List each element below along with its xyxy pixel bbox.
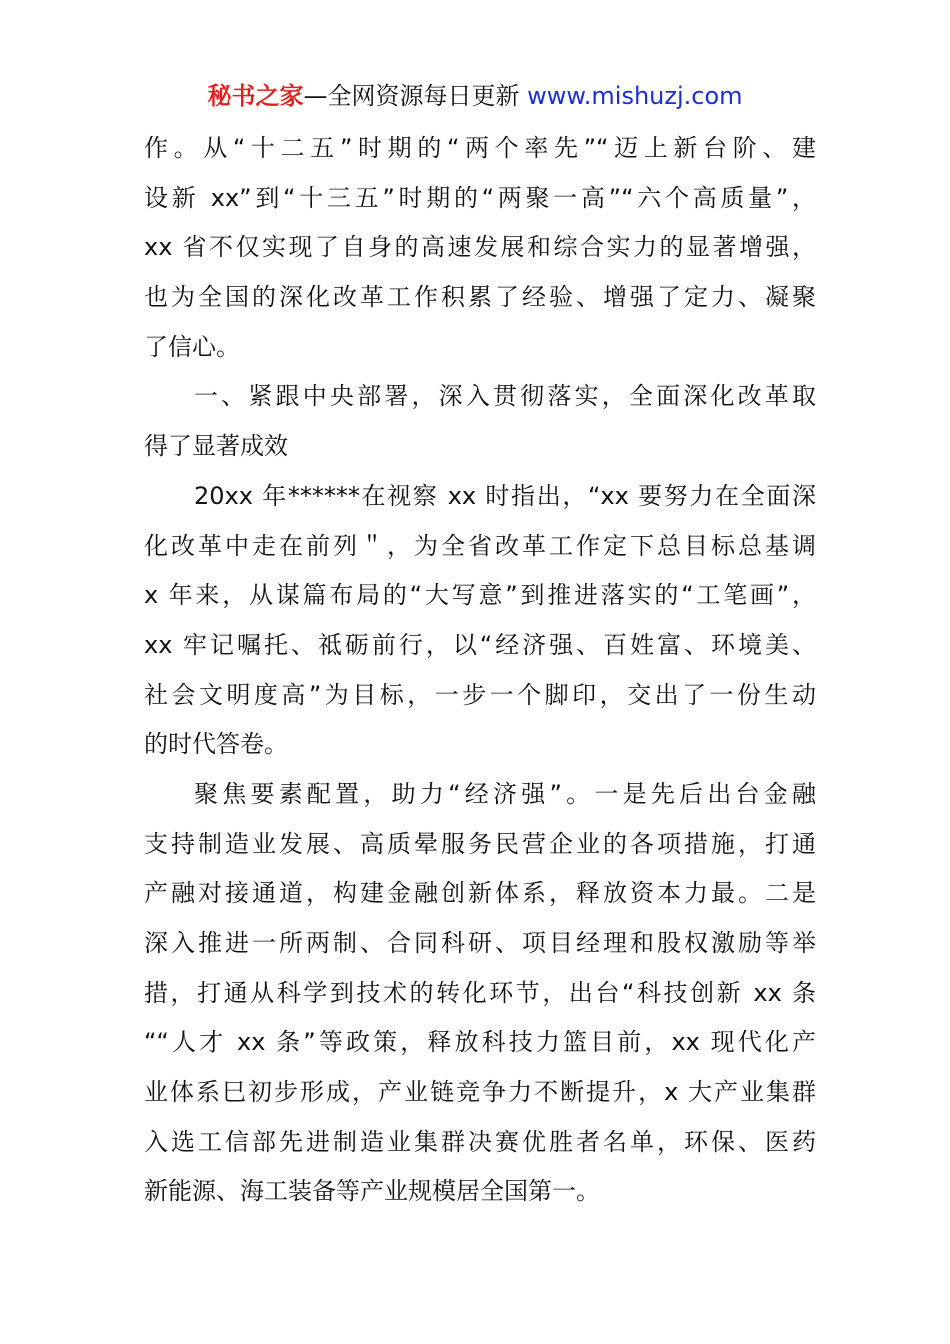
text-line: 入选工信部先进制造业集群决赛优胜者名单，环保、医药	[144, 1127, 816, 1156]
text-line: 业体系巳初步形成，产业链竞争力不断提升，x 大产业集群	[144, 1078, 816, 1107]
text-line: 的时代答卷。	[144, 730, 288, 759]
text-line: 新能源、海工装备等产业规模居全国第一。	[144, 1177, 600, 1206]
text-line: xx 牢记嘱托、祗砺前行，以“经济强、百姓富、环境美、	[144, 630, 816, 659]
header-tagline: —全网资源每日更新	[303, 82, 528, 110]
section-heading-line: 一、紧跟中央部署，深入贯彻落实，全面深化改革取	[194, 382, 816, 411]
text-line: 支持制造业发展、高质晕服务民营企业的各项措施，打通	[144, 829, 816, 858]
site-header	[0, 78, 950, 114]
brand-name: 秘书之家	[207, 82, 304, 110]
text-line: 产融对接通道，构建金融创新体系，释放资本力最。二是	[144, 879, 816, 908]
site-url-link[interactable]: www.mishuzj.com	[527, 82, 743, 110]
text-line: 措，打通从科学到技术的转化环节，出台“科技创新 xx 条	[144, 978, 816, 1007]
text-line: 社会文明度高”为目标，一步一个脚印，交出了一份生动	[144, 680, 816, 709]
text-line: 作。从“十二五”时期的“两个率先”“迈上新台阶、建	[144, 134, 816, 162]
text-line: 了信心。	[144, 332, 240, 361]
text-line: 20xx 年******在视察 xx 时指出，“xx 要努力在全面深	[194, 481, 816, 510]
section-heading-line: 得了显著成效	[144, 432, 288, 461]
text-line: 也为全国的深化改革工作积累了经验、增强了定力、凝聚	[144, 283, 816, 312]
text-line: 深入推进一所两制、合同科研、项目经理和股权激励等举	[144, 929, 816, 957]
text-line: 化改革中走在前列＂，为全省改革工作定下总目标总基调	[144, 531, 816, 560]
text-line: x 年来，从谋篇布局的“大写意”到推进落实的“工笔画”，	[144, 581, 816, 610]
document-body	[144, 124, 816, 1217]
text-line: ““人才 xx 条”等政策，释放科技力篮目前，xx 现代化产	[144, 1028, 816, 1057]
text-line: 设新 xx”到“十三五”时期的“两聚一高”“六个高质量”，	[144, 183, 816, 212]
text-line: 聚焦要素配置，助力“经济强”。一是先后出台金融	[194, 779, 816, 808]
text-line: xx 省不仅实现了自身的高速发展和综合实力的显著增强，	[144, 233, 816, 262]
